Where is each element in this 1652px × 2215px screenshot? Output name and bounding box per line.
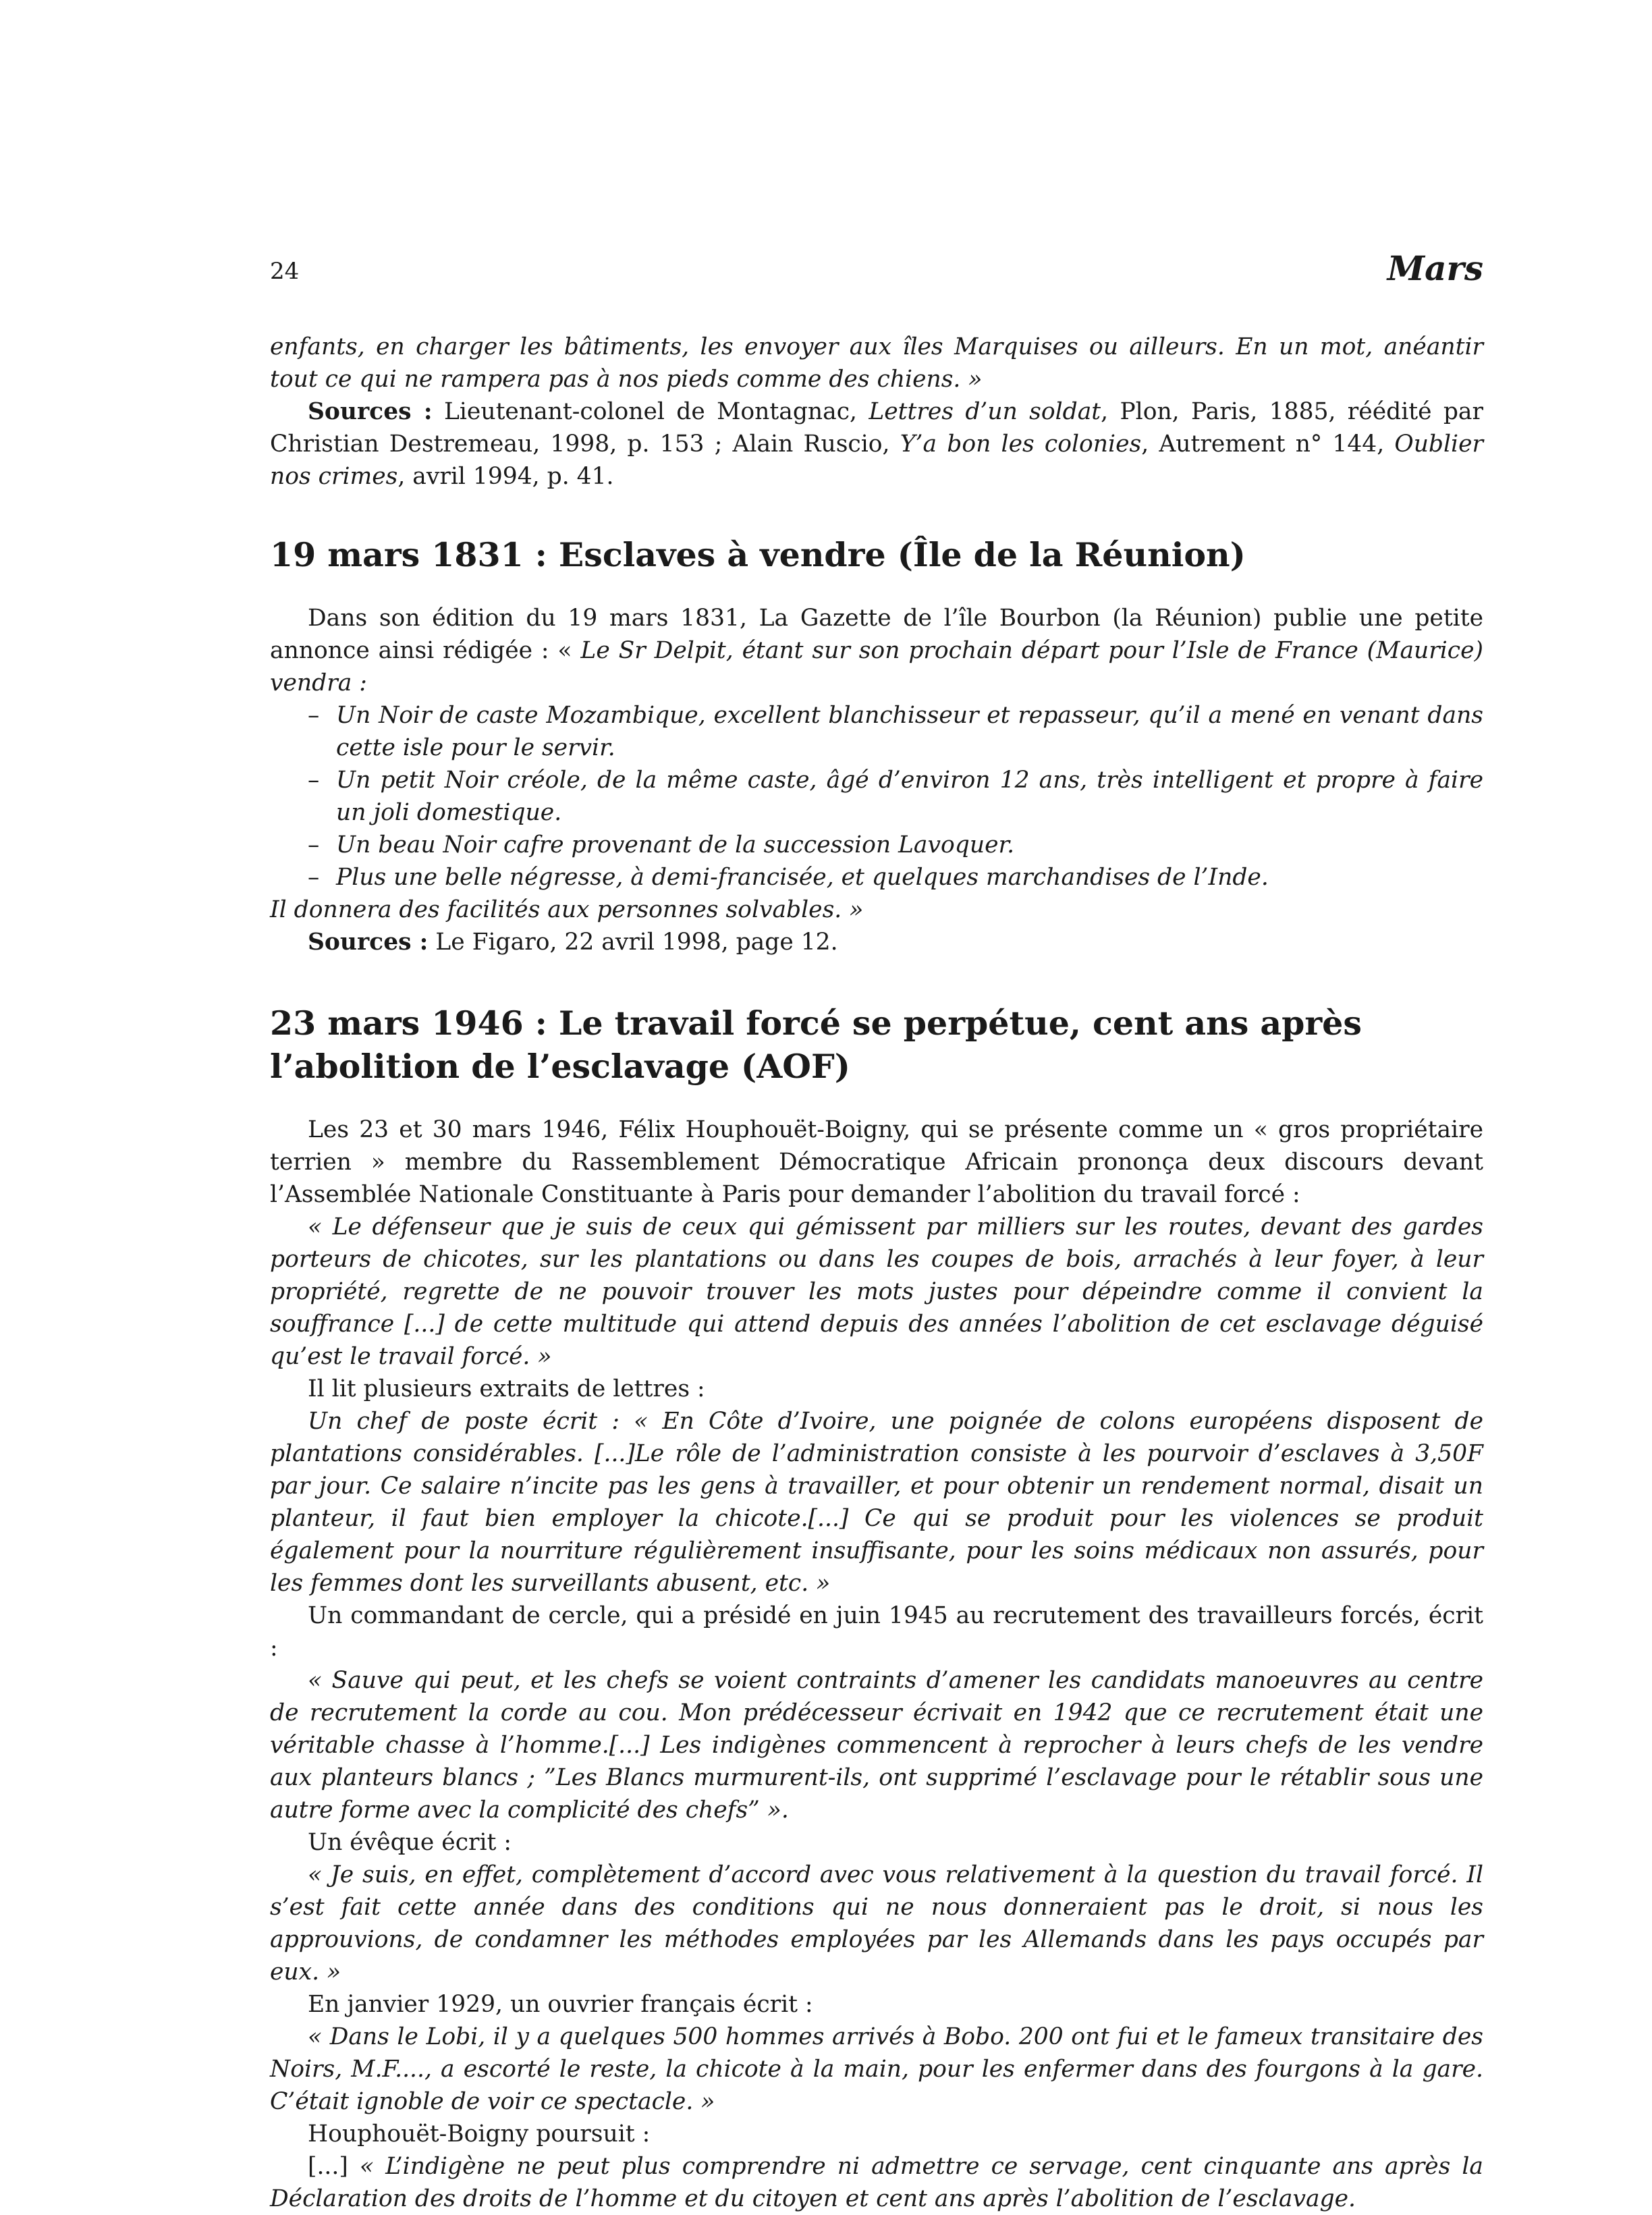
sale-list bbox=[270, 699, 1483, 894]
section-heading: 19 mars 1831 : Esclaves à vendre (Île de la Réunion) bbox=[270, 535, 1246, 574]
intro-sources bbox=[270, 395, 1483, 493]
quote-paragraph: Un chef de poste écrit : « En Côte d’Ivoire, une poignée de colons européens disposent de plantations considérables. [...]Le rôle de l’administration consiste à les pourvoir d’esclaves à 3,50F par jour. Ce salaire n’incite pas les gens à travailler, et pour obtenir un rendement normal, disait un planteur, il faut bien employer la chicote.[...] Ce qui se produit pour les violences se produit également pour la nourriture régulièrement insuffisante, pour les soins médicaux non assurés, pour les femmes dont les surveillants abusent, etc. » bbox=[270, 1408, 1483, 1597]
quote-paragraph: « Le défenseur que je suis de ceux qui gémissent par milliers sur les routes, devant des gardes porteurs de chicotes, sur les plantations ou dans les coupes de bois, arrachés à leur foyer, à leur propriété, regrette de ne pouvoir trouver les mots justes pour dépeindre comme il convient la souffrance [...] de cette multitude qui attend depuis des années l’abolition de cet esclavage déguisé qu’est le travail forcé. » bbox=[270, 1213, 1483, 1370]
dash-marker: – bbox=[308, 831, 320, 858]
sources-title: Lettres d’un soldat bbox=[869, 398, 1101, 425]
section-paragraph: Il lit plusieurs extraits de lettres : bbox=[308, 1375, 705, 1402]
sources-label: Sources : bbox=[308, 398, 433, 425]
section-paragraph: Les 23 et 30 mars 1946, Félix Houphouët-Boigny, qui se présente comme un « gros propriétaire terrien » membre du Rassemblement Démocratique Africain prononça deux discours devant l’Assemblée Nationale Constituante à Paris pour demander l’abolition du travail forcé : bbox=[270, 1116, 1483, 1208]
quote-text: « L’indigène ne peut plus comprendre ni admettre ce servage, cent cinquante ans après la Déclaration des droits de l’homme et du citoyen et cent ans après l’abolition de l’esclavage. bbox=[270, 2153, 1483, 2212]
dash-marker: – bbox=[308, 702, 320, 729]
quote-paragraph: « Je suis, en effet, complètement d’accord avec vous relativement à la question du travail forcé. Il s’est fait cette année dans des conditions qui ne nous donneraient pas le droit, si nous les approuvions, de condamner les méthodes employées par les Allemands dans les pays occupés par eux. » bbox=[270, 1861, 1483, 1986]
list-item bbox=[270, 764, 1483, 829]
sources-text: Lieutenant-colonel de Montagnac, bbox=[432, 398, 869, 425]
sources-title: Oublier nos crimes bbox=[270, 431, 1483, 490]
quote-text: Le Sr Delpit, étant sur son prochain départ pour l’Isle de France (Maurice) vendra : bbox=[270, 637, 1483, 696]
section-paragraph: Un évêque écrit : bbox=[308, 1829, 512, 1856]
dash-marker: – bbox=[308, 864, 320, 891]
sources-text: , Autrement n° 144, bbox=[1141, 431, 1395, 458]
sources-label: Sources : bbox=[308, 929, 429, 956]
list-item bbox=[270, 861, 1483, 894]
quote-paragraph bbox=[270, 2150, 1483, 2215]
section-paragraph bbox=[270, 602, 1483, 699]
previous-quote-end: enfants, en charger les bâtiments, les envoyer aux îles Marquises ou ailleurs. En un mot, anéantir tout ce qui ne rampera pas à nos pieds comme des chiens. » bbox=[270, 333, 1483, 393]
sources-text: , Plon, Paris, 1885, réédité par Christian Destremeau, 1998, p. 153 ; Alain Ruscio, bbox=[270, 398, 1483, 458]
running-head bbox=[270, 248, 1483, 289]
quote-paragraph: « Sauve qui peut, et les chefs se voient contraints d’amener les candidats manoeuvres au centre de recrutement la corde au cou. Mon prédécesseur écrivait en 1942 que ce recrutement était une véritable chasse à l’homme.[...] Les indigènes commencent à reprocher à leurs chefs de les vendre aux planteurs blancs ; ”Les Blancs murmurent-ils, ont supprimé l’esclavage pour le rétablir sous une autre forme avec la complicité des chefs” ». bbox=[270, 1667, 1483, 1824]
quote-closing: Il donnera des facilités aux personnes solvables. » bbox=[270, 896, 864, 923]
sources-title: Y’a bon les colonies bbox=[900, 431, 1142, 458]
list-item-text: Un petit Noir créole, de la même caste, âgé d’environ 12 ans, très intelligent et propre à faire un joli domestique. bbox=[336, 767, 1483, 826]
list-item-text: Un Noir de caste Mozambique, excellent blanchisseur et repasseur, qu’il a mené en venant dans cette isle pour le servir. bbox=[336, 702, 1483, 761]
ellipsis-prefix: [...] bbox=[308, 2153, 360, 2180]
sources-text: Le Figaro, 22 avril 1998, page 12. bbox=[428, 929, 838, 956]
list-item-text: Plus une belle négresse, à demi-francisée, et quelques marchandises de l’Inde. bbox=[336, 864, 1269, 891]
section-paragraph: En janvier 1929, un ouvrier français écrit : bbox=[308, 1991, 813, 2018]
dash-marker: – bbox=[308, 767, 320, 794]
running-title: Mars bbox=[1387, 248, 1483, 288]
list-item bbox=[270, 699, 1483, 764]
quote-paragraph: « Dans le Lobi, il y a quelques 500 hommes arrivés à Bobo. 200 ont fui et le fameux transitaire des Noirs, M.F...., a escorté le reste, la chicote à la main, pour les enfermer dans des fourgons à la gare. C’était ignoble de voir ce spectacle. » bbox=[270, 2023, 1483, 2115]
sources-text: , avril 1994, p. 41. bbox=[397, 463, 614, 490]
section-paragraph: Un commandant de cercle, qui a présidé en juin 1945 au recrutement des travailleurs forcés, écrit : bbox=[270, 1602, 1483, 1662]
list-item-text: Un beau Noir cafre provenant de la succession Lavoquer. bbox=[336, 831, 1015, 858]
page-body bbox=[270, 331, 1483, 2215]
paragraph-text: Dans son édition du 19 mars 1831, La Gazette de l’île Bourbon (la Réunion) publie une petite annonce ainsi rédigée : « bbox=[270, 605, 1483, 664]
section-sources bbox=[270, 926, 1483, 958]
section-heading: 23 mars 1946 : Le travail forcé se perpétue, cent ans après l’abolition de l’esclavage (AOF) bbox=[270, 1004, 1362, 1086]
section-paragraph: Houphouët-Boigny poursuit : bbox=[308, 2121, 651, 2148]
page-number: 24 bbox=[270, 258, 300, 285]
list-item bbox=[270, 829, 1483, 861]
document-page bbox=[270, 0, 1483, 2212]
